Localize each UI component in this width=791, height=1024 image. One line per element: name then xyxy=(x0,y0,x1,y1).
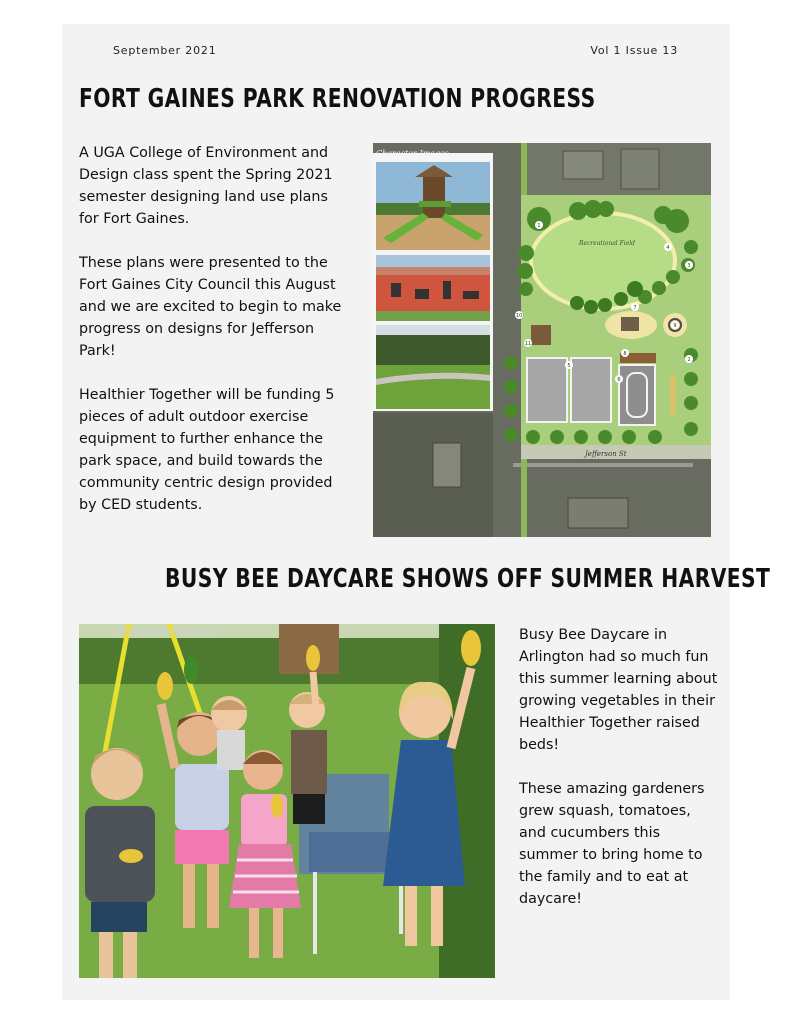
article-1-paragraph: Healthier Together will be funding 5 pieces of adult outdoor exercise equipment to further enhance the park space, and build towards the community centric design provided by CED students. xyxy=(79,387,335,513)
plan-marker: 8 xyxy=(623,351,627,357)
article-1-title: FORT GAINES PARK RENOVATION PROGRESS xyxy=(79,84,596,114)
newsletter-page xyxy=(62,24,771,1000)
plan-marker: 2 xyxy=(687,357,691,363)
plan-marker: 9 xyxy=(673,323,677,329)
issue-date: September 2021 xyxy=(113,44,217,57)
plan-marker: 7 xyxy=(633,305,637,311)
article-1-paragraph: A UGA College of Environment and Design class spent the Spring 2021 semester designing land use plans for Fort Gaines. xyxy=(79,145,333,227)
park-plan-figure xyxy=(373,143,711,537)
field-label: Recreational Field xyxy=(579,240,636,247)
park-path-image xyxy=(376,325,490,409)
children-with-vegetables-illustration xyxy=(79,624,495,978)
plan-marker: 5 xyxy=(567,363,571,369)
article-1-body xyxy=(79,142,349,538)
issue-number: Vol 1 Issue 13 xyxy=(590,44,678,57)
fitness-area-image xyxy=(376,255,490,321)
article-2-body xyxy=(519,624,719,932)
street-label: Jefferson St xyxy=(585,450,627,458)
article-2-paragraph: Busy Bee Daycare in Arlington had so much fun this summer learning about growing vegetables in their Healthier Together raised beds! xyxy=(519,627,718,753)
park-plan-drawing xyxy=(373,143,711,537)
plan-marker: 11 xyxy=(524,341,532,347)
plan-marker: 4 xyxy=(666,245,670,251)
playground-image xyxy=(376,162,490,250)
article-2-paragraph: These amazing gardeners grew squash, tomatoes, and cucumbers this summer to bring home to the family and to eat at daycare! xyxy=(519,781,705,907)
plan-marker: 3 xyxy=(687,263,691,269)
plan-marker: 1 xyxy=(537,223,541,229)
article-1-paragraph: These plans were presented to the Fort Gaines City Council this August and we are excited to begin to make progress on designs for Jefferson Park! xyxy=(79,255,342,359)
plan-marker: 6 xyxy=(617,377,621,383)
figure-caption: Character Images xyxy=(376,149,449,158)
article-2-title: BUSY BEE DAYCARE SHOWS OFF SUMMER HARVEST xyxy=(165,564,771,594)
plan-marker: 10 xyxy=(515,313,523,319)
daycare-harvest-photo xyxy=(79,624,495,978)
